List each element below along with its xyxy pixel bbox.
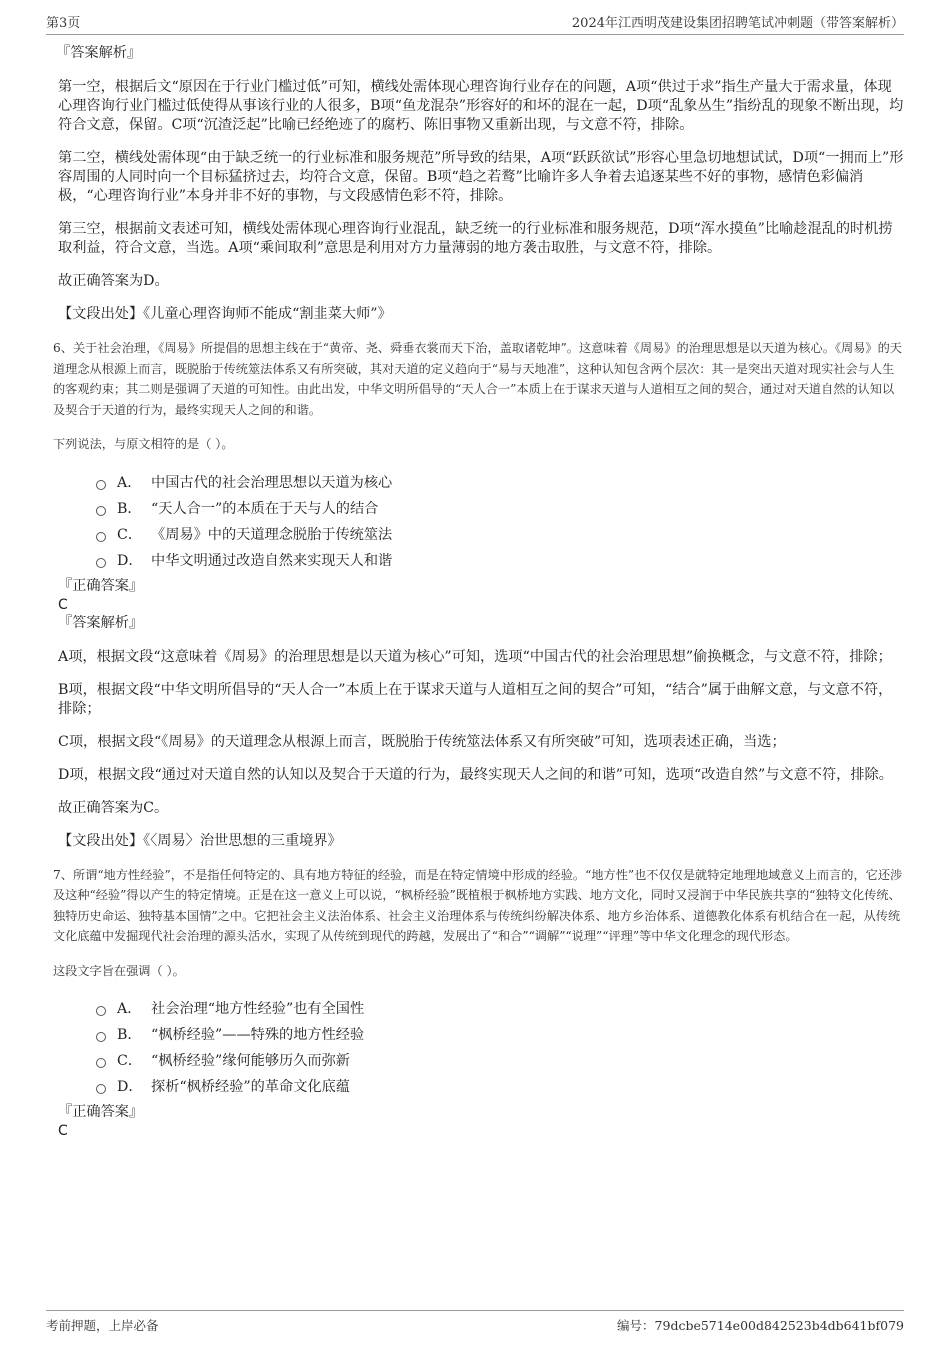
q7-option-a[interactable] (96, 995, 904, 1021)
q5-analysis-label: 『答案解析』 (56, 45, 142, 61)
option-letter: A． (117, 474, 142, 491)
page-header (46, 12, 904, 35)
q6-analysis-paragraph-2: B项，根据文段“中华文明所倡导的“天人合一”本质上在于谋求天道与人道相互之间的契合”可知，“结合”属于曲解文意，与文意不符，排除； (58, 681, 893, 717)
q7-stem: 7、所谓“地方性经验”，不是指任何特定的、具有地方特征的经验，而是在特定情境中形成的经验。“地方性”也不仅仅是就特定地理地域意义上而言的，它还涉及这种“经验”得以产生的特定情境。正是在这一意义上可以说，“枫桥经验”既植根于枫桥地方实践、地方文化，同时又浸润于中华民族共享的“独特文化传统、独特历史命运、独特基本国情”之中。它把社会主义法治体系、社会主义治理体系与传统纠纷解决体系、地方乡治体系、道德教化体系有机结合在一起，从传统文化底蕴中发掘现代社会治理的源头活水，实现了从传统到现代的跨越，发展出了“和合”“调解”“说理”“评理”等中华文化理念的现代形态。 (53, 867, 903, 943)
radio-button-icon[interactable] (96, 480, 106, 490)
q6-stem: 6、关于社会治理，《周易》所提倡的思想主线在于“黄帝、尧、舜垂衣裳而天下治，盖取诸乾坤”。这意味着《周易》的治理思想是以天道为核心。《周易》的天道理念从根源上而言，既脱胎于传统筮法体系又有所突破，其对天道的定义趋向于“易与天地准”，这种认知包含两个层次：其一是突出天道对现实社会与人生的客观约束；其二则是强调了天道的可知性。由此出发，中华文明所倡导的“天人合一”本质上在于谋求天道与人道相互之间的契合，通过对天道自然的认知以及契合于天道的行为，最终实现天人之间的和谐。 (53, 341, 902, 417)
option-text: 探析“枫桥经验”的革命文化底蕴 (151, 1079, 350, 1095)
option-letter: D． (117, 1079, 143, 1095)
radio-button-icon[interactable] (96, 1006, 106, 1016)
q6-conclusion: 故正确答案为C。 (58, 799, 169, 816)
q6-analysis-paragraph-3: C项，根据文段“《周易》的天道理念从根源上而言，既脱胎于传统筮法体系又有所突破”可知，选项表述正确，当选； (58, 733, 786, 750)
q6-analysis-paragraph-1: A项，根据文段“这意味着《周易》的治理思想是以天道为核心”可知，选项“中国古代的社会治理思想”偷换概念，与文意不符，排除； (58, 648, 892, 665)
option-text: “天人合一”的本质在于天与人的结合 (151, 500, 379, 517)
q6-question: 下列说法，与原文相符的是（ ）。 (53, 437, 234, 451)
option-letter: D． (117, 552, 143, 569)
option-letter: B． (117, 1027, 142, 1043)
radio-button-icon[interactable] (96, 532, 106, 542)
q5-source: 【文段出处】《儿童心理咨询师不能成“割韭菜大师”》 (58, 306, 392, 322)
radio-button-icon[interactable] (96, 558, 106, 568)
option-letter: C． (117, 526, 143, 543)
option-text: “枫桥经验”——特殊的地方性经验 (151, 1027, 365, 1043)
footer-slogan: 考前押题，上岸必备 (46, 1318, 159, 1333)
page-number: 第3页 (46, 16, 81, 31)
q6-option-b[interactable] (96, 495, 904, 521)
radio-button-icon[interactable] (96, 506, 106, 516)
q6-option-c[interactable] (96, 521, 904, 547)
q7-option-c[interactable] (96, 1047, 904, 1073)
footer-serial-number: 编号：79dcbe5714e00d842523b4db641bf079 (617, 1318, 904, 1333)
q5-analysis-paragraph-2: 第二空，横线处需体现“由于缺乏统一的行业标准和服务规范”所导致的结果，A项“跃跃欲试”形容心里急切地想试试，D项“一拥而上”形容周围的人同时向一个目标猛挤过去，均符合文意，保留。B项“趋之若鹜”比喻许多人争着去追逐某些不好的事物，感情色彩偏消极，“心理咨询行业”本身并非不好的事物，与文段感情色彩不符，排除。 (58, 150, 904, 204)
option-text: 社会治理“地方性经验”也有全国性 (151, 1001, 365, 1017)
q7-options (96, 995, 904, 1099)
q7-option-d[interactable] (96, 1073, 904, 1099)
radio-button-icon[interactable] (96, 1084, 106, 1094)
option-text: 中华文明通过改造自然来实现天人和谐 (151, 552, 393, 569)
document-title: 2024年江西明茂建设集团招聘笔试冲刺题（带答案解析） (571, 16, 904, 31)
q6-answer: C (58, 596, 68, 613)
q6-answer-label: 『正确答案』 (58, 577, 144, 594)
radio-button-icon[interactable] (96, 1032, 106, 1042)
q6-option-d[interactable] (96, 547, 904, 573)
page-footer (46, 1310, 904, 1334)
q7-option-b[interactable] (96, 1021, 904, 1047)
q5-analysis-paragraph-1: 第一空，根据后文“原因在于行业门槛过低”可知，横线处需体现心理咨询行业存在的问题，A项“供过于求”指生产量大于需求量，体现心理咨询行业门槛过低使得从事该行业的人很多，B项“鱼龙混杂”形容好的和坏的混在一起，D项“乱象丛生”指纷乱的现象不断出现，均符合文意，保留。C项“沉渣泛起”比喻已经绝迹了的腐朽、陈旧事物又重新出现，与文意不符，排除。 (58, 79, 904, 133)
q6-analysis-label: 『答案解析』 (58, 614, 144, 631)
q7-answer: C (58, 1123, 68, 1139)
q6-source: 【文段出处】《〈周易〉治世思想的三重境界》 (58, 832, 342, 849)
q5-conclusion: 故正确答案为D。 (58, 273, 169, 289)
radio-button-icon[interactable] (96, 1058, 106, 1068)
option-letter: A． (117, 1001, 142, 1017)
option-text: 《周易》中的天道理念脱胎于传统筮法 (151, 526, 393, 543)
page-content (53, 44, 904, 1140)
option-text: “枫桥经验”缘何能够历久而弥新 (151, 1053, 350, 1069)
q6-options (96, 469, 904, 573)
q7-question: 这段文字旨在强调（ ）。 (53, 963, 185, 978)
q6-option-a[interactable] (96, 469, 904, 495)
option-text: 中国古代的社会治理思想以天道为核心 (151, 474, 393, 491)
q5-analysis-paragraph-3: 第三空，根据前文表述可知，横线处需体现心理咨询行业混乱，缺乏统一的行业标准和服务规范，D项“浑水摸鱼”比喻趁混乱的时机捞取利益，符合文意，当选。A项“乘间取利”意思是利用对方力量薄弱的地方袭击取胜，与文意不符，排除。 (58, 221, 893, 256)
q7-answer-label: 『正确答案』 (58, 1104, 144, 1120)
option-letter: B． (117, 500, 142, 517)
option-letter: C． (117, 1053, 143, 1069)
q6-analysis-paragraph-4: D项，根据文段“通过对天道自然的认知以及契合于天道的行为，最终实现天人之间的和谐”可知，选项“改造自然”与文意不符，排除。 (58, 766, 893, 783)
